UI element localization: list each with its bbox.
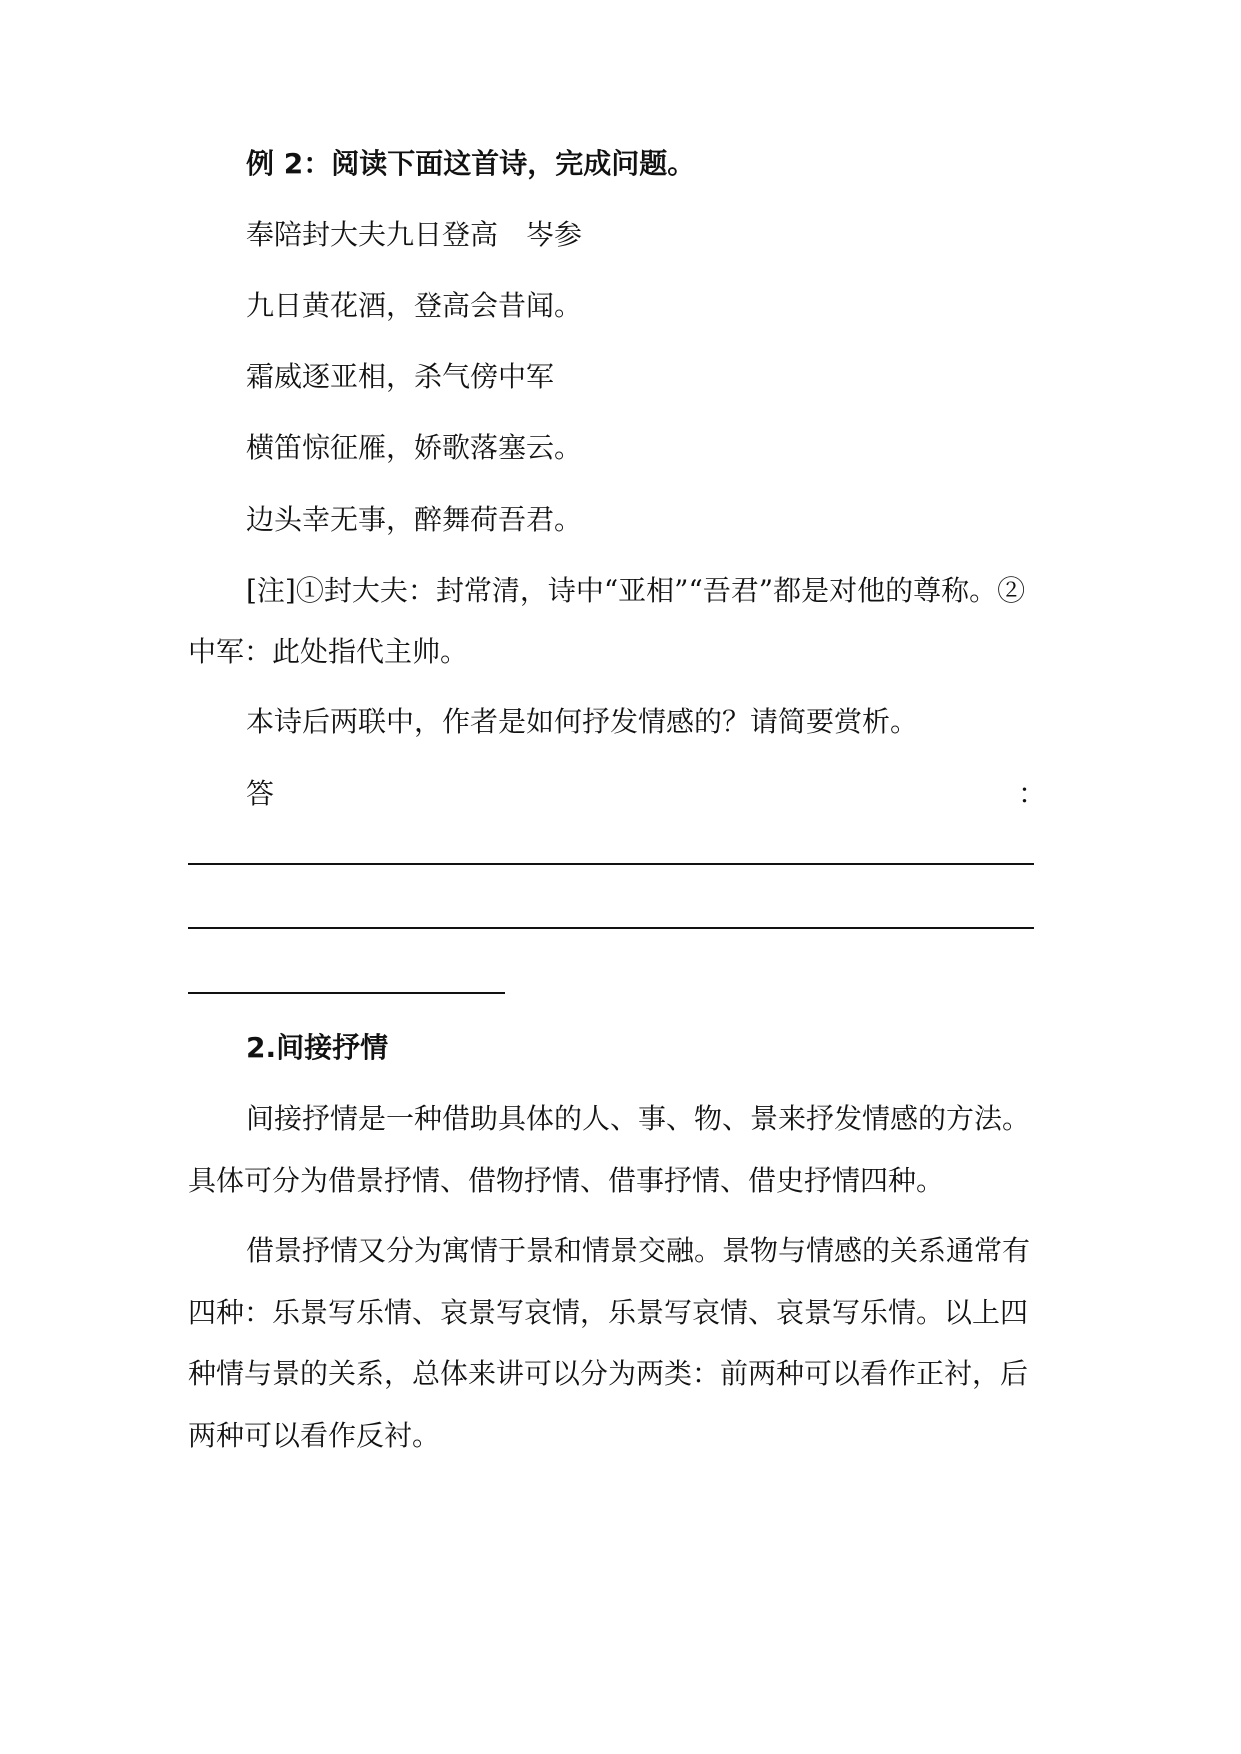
poem-line-1: 九日黄花酒，登高会昔闻。 <box>246 289 583 322</box>
poem-line-2: 霜威逐亚相，杀气傍中军 <box>246 360 555 393</box>
para2-line-2: 四种：乐景写乐情、哀景写哀情，乐景写哀情、哀景写乐情。以上四 <box>188 1296 1029 1329</box>
answer-line-3[interactable] <box>188 992 505 994</box>
answer-line-1[interactable] <box>188 863 1034 865</box>
answer-line-2[interactable] <box>188 927 1034 929</box>
para1-line-2: 具体可分为借景抒情、借物抒情、借事抒情、借史抒情四种。 <box>188 1164 945 1197</box>
para2-line-3: 种情与景的关系，总体来讲可以分为两类：前两种可以看作正衬，后 <box>188 1357 1029 1390</box>
question-text: 本诗后两联中，作者是如何抒发情感的？请简要赏析。 <box>246 705 919 738</box>
poem-title: 奉陪封大夫九日登高 岑参 <box>246 218 583 251</box>
poem-line-3: 横笛惊征雁，娇歌落塞云。 <box>246 431 583 464</box>
example-heading: 例 2：阅读下面这首诗，完成问题。 <box>246 147 696 180</box>
answer-colon: ： <box>1018 777 1047 810</box>
poem-line-4: 边头幸无事，醉舞荷吾君。 <box>246 503 583 536</box>
para2-line-4: 两种可以看作反衬。 <box>188 1419 441 1452</box>
note-line-2: 中军：此处指代主帅。 <box>188 635 469 668</box>
note-line-1: [注]①封大夫：封常清，诗中“亚相”“吾君”都是对他的尊称。② <box>246 574 1026 607</box>
para2-line-1: 借景抒情又分为寓情于景和情景交融。景物与情感的关系通常有 <box>246 1234 1031 1267</box>
section-heading: 2.间接抒情 <box>246 1031 389 1064</box>
answer-label: 答 <box>246 777 275 810</box>
para1-line-1: 间接抒情是一种借助具体的人、事、物、景来抒发情感的方法。 <box>246 1102 1031 1135</box>
